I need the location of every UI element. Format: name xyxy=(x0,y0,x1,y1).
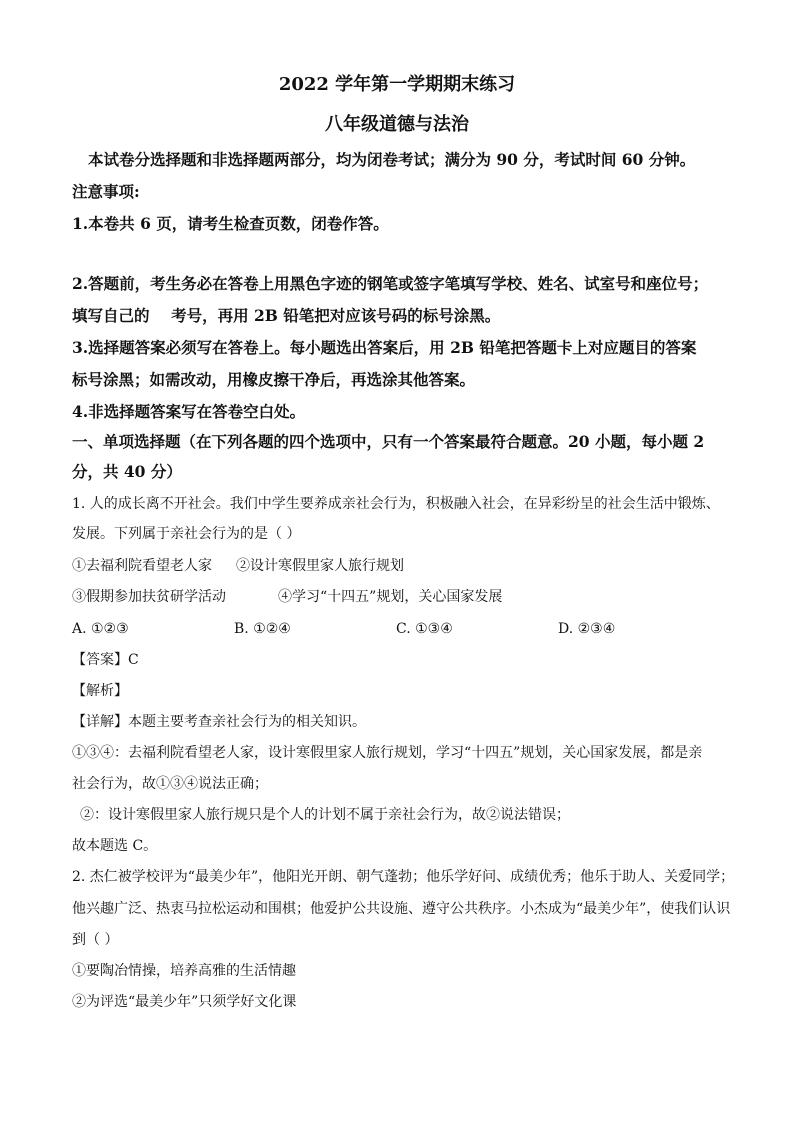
q1-option-b: B. ①②④ xyxy=(234,621,291,637)
q1-stem-cont: 发展。下列属于亲社会行为的是（ ） xyxy=(72,526,301,542)
q1-explanation-3: ②：设计寒假里家人旅行规只是个人的计划不属于亲社会行为，故②说法错误； xyxy=(80,807,570,823)
q1-stem: 1. 人的成长离不开社会。我们中学生要养成亲社会行为，积极融入社会，在异彩纷呈的社会生活中锻炼、 xyxy=(72,496,720,512)
q1-conclusion: 故本题选 C。 xyxy=(72,838,158,854)
notice-item-4: 4.非选择题答案写在答卷空白处。 xyxy=(72,402,306,421)
q1-analysis-tag: 【解析】 xyxy=(72,683,128,699)
q1-explanation-2: 社会行为，故①③④说法正确； xyxy=(72,776,268,792)
notice-item-3: 3.选择题答案必须写在答卷上。每小题选出答案后，用 2B 铅笔把答题卡上对应题目的答案 xyxy=(72,338,697,357)
answer-tag: 【答案】 xyxy=(72,652,128,668)
q1-item-1: ①去福利院看望老人家 xyxy=(72,558,212,574)
q2-stem-end: 到（ ） xyxy=(72,932,119,948)
notice-heading: 注意事项: xyxy=(72,182,140,201)
q1-detail xyxy=(72,712,734,732)
notice-item-2-cont: 填写自己的 考号，再用 2B 铅笔把对应该号码的标号涂黑。 xyxy=(72,306,501,325)
answer-value: C xyxy=(128,652,139,668)
q1-option-d: D. ②③④ xyxy=(558,621,616,637)
q2-stem-cont: 他兴趣广泛、热衷马拉松运动和围棋；他爱护公共设施、遵守公共秩序。小杰成为“最美少年”，使我们认识 xyxy=(72,901,731,917)
section-heading-cont: 分，共 40 分） xyxy=(72,462,182,481)
notice-item-2: 2.答题前，考生务必在答卷上用黑色字迹的钢笔或签字笔填写学校、姓名、试室号和座位号； xyxy=(72,274,709,293)
q1-option-c: C. ①③④ xyxy=(396,621,453,637)
q1-option-a: A. ①②③ xyxy=(72,621,129,637)
exam-subtitle: 八年级道德与法治 xyxy=(325,114,469,135)
section-heading: 一、单项选择题（在下列各题的四个选项中，只有一个答案最符合题意。20 小题，每小题 2 xyxy=(72,432,705,451)
notice-item-3-cont: 标号涂黑；如需改动，用橡皮擦干净后，再选涂其他答案。 xyxy=(72,370,476,389)
q1-item-4: ④学习“十四五”规划，关心国家发展 xyxy=(278,589,503,605)
q2-item-1: ①要陶冶情操，培养高雅的生活情趣 xyxy=(72,963,296,979)
q1-explanation-1: ①③④：去福利院看望老人家，设计寒假里家人旅行规划，学习“十四五”规划，关心国家发展，都是亲 xyxy=(72,745,703,761)
q1-item-2: ②设计寒假里家人旅行规划 xyxy=(236,558,404,574)
q1-item-3: ③假期参加扶贫研学活动 xyxy=(72,589,226,605)
q1-answer xyxy=(72,650,734,670)
notice-item-1: 1.本卷共 6 页，请考生检查页数，闭卷作答。 xyxy=(72,214,389,233)
detail-tag: 【详解】 xyxy=(72,714,128,730)
intro-line: 本试卷分选择题和非选择题两部分，均为闭卷考试；满分为 90 分，考试时间 60 分钟。 xyxy=(88,150,696,169)
q2-item-2: ②为评选“最美少年”只须学好文化课 xyxy=(72,994,297,1010)
q2-stem: 2. 杰仁被学校评为“最美少年”，他阳光开朗、朝气蓬勃；他乐学好问、成绩优秀；他乐于助人、关爱同学； xyxy=(72,869,735,885)
exam-title: 2022 学年第一学期期末练习 xyxy=(278,74,516,95)
detail-text: 本题主要考查亲社会行为的相关知识。 xyxy=(128,714,366,730)
